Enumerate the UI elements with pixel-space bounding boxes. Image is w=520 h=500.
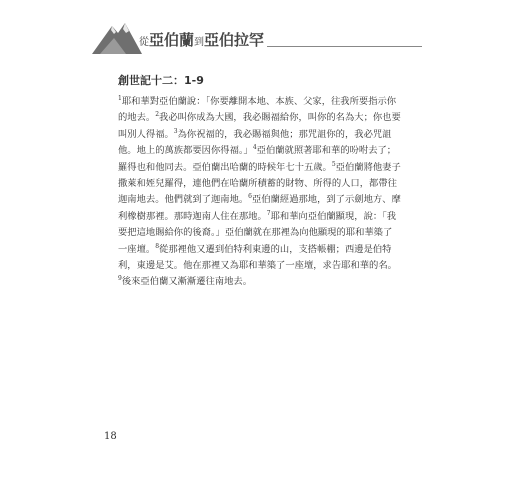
verse-text: 利橡樹那裡。那時迦南人住在那地。 [118, 210, 267, 222]
verse-text: 一座壇。 [118, 243, 156, 255]
text-line [118, 209, 408, 225]
text-line [118, 160, 408, 176]
title-from: 亞伯蘭 [149, 31, 195, 49]
text-line [118, 258, 408, 274]
verse-number: 7 [266, 209, 271, 217]
text-line [118, 143, 408, 159]
section-heading: 創世記十二：1-9 [118, 74, 204, 87]
scripture-passage [118, 94, 408, 291]
text-line [118, 242, 408, 258]
title-prefix: 從 [139, 37, 149, 48]
verse-text: 耶和華對亞伯蘭說：「你要離開本地、本族、父家，往我所要指示你 [121, 96, 397, 107]
verse-text: 叫別人得福。 [118, 128, 174, 140]
text-line [118, 110, 408, 126]
text-line [118, 192, 408, 208]
verse-text: 亞伯蘭經過那地，到了示劍地方、摩 [252, 194, 401, 206]
verse-number: 2 [155, 111, 160, 119]
verse-number: 4 [252, 144, 257, 152]
title-to: 亞伯拉罕 [204, 31, 265, 49]
verse-text: 我必叫你成為大國，我必賜福給你，叫你的名為大；你也要 [159, 112, 401, 124]
page-number: 18 [104, 431, 117, 442]
text-line [118, 176, 408, 192]
verse-number: 8 [155, 242, 160, 250]
verse-number: 9 [118, 275, 122, 283]
verse-number: 3 [173, 127, 178, 135]
verse-text: 羅得也和他同去。亞伯蘭出哈蘭的時候年七十五歲。 [118, 161, 332, 173]
verse-number: 5 [331, 160, 336, 168]
text-line [118, 94, 408, 110]
verse-text: 他。地上的萬族都要因你得福。」 [118, 145, 253, 157]
verse-text: 撒萊和姪兒羅得，連他們在哈蘭所積蓄的財物、所得的人口，都帶往 [118, 177, 397, 189]
text-line [118, 274, 408, 290]
verse-text: 耶和華向亞伯蘭顯現，說：「我 [270, 210, 397, 222]
verse-number: 6 [248, 193, 252, 201]
verse-number: 1 [118, 95, 122, 102]
verse-text: 從那裡他又遷到伯特利東邊的山，支搭帳棚；西邊是伯特 [159, 243, 392, 255]
book-title [139, 29, 264, 50]
verse-text: 亞伯蘭將他妻子 [335, 161, 401, 173]
verse-text: 的地去。 [118, 112, 156, 124]
verse-text: 迦南地去。他們就到了迦南地。 [118, 194, 249, 206]
verse-text: 為你祝福的，我必賜福與他；那咒詛你的，我必咒詛 [177, 128, 392, 140]
mountain-icon [92, 20, 142, 56]
verse-text: 要把這地賜給你的後裔。」亞伯蘭就在那裡為向他顯現的耶和華築了 [118, 227, 393, 239]
title-mid: 到 [194, 37, 205, 48]
text-line [118, 225, 408, 241]
text-line [118, 127, 408, 143]
running-header [92, 20, 422, 60]
header-rule [267, 46, 422, 47]
verse-text: 亞伯蘭就照著耶和華的吩咐去了； [256, 145, 397, 157]
verse-text: 後來亞伯蘭又漸漸遷往南地去。 [121, 276, 252, 288]
verse-text: 利，東邊是艾。他在那裡又為耶和華築了一座壇，求告耶和華的名。 [118, 259, 397, 271]
